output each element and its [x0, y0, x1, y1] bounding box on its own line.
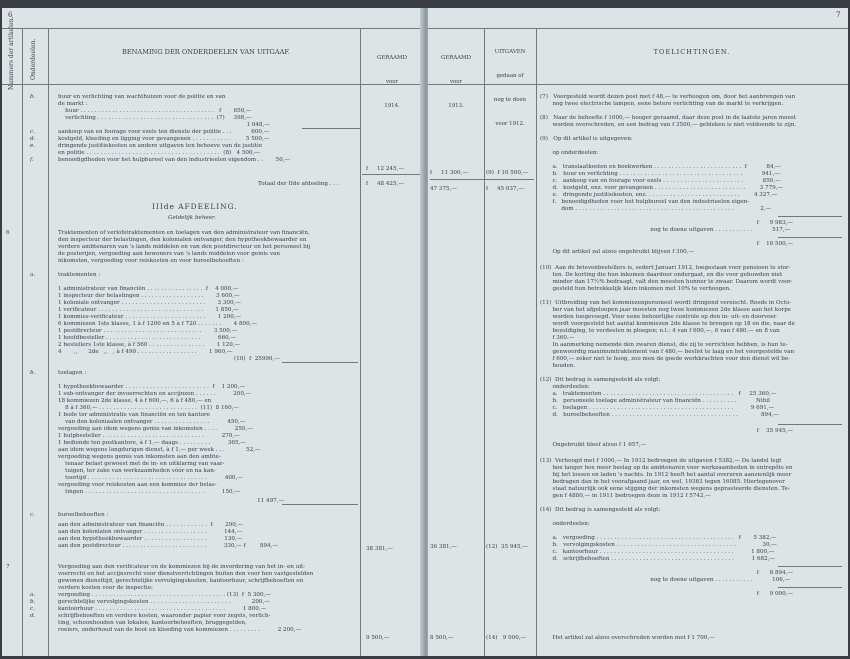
expenditure-1912-amount: (12) 35 945,— [486, 544, 528, 550]
column-header-subdivisions: Onderdeelen. [30, 38, 37, 80]
explanation-line: b. personeele toelage administrateur van financiën . . . . . . . . . . Nihil [540, 398, 770, 404]
subdivision-letter: b. [30, 370, 36, 376]
ledger-line: bureelbehoeften : [58, 512, 109, 518]
explanation-line: Ongebruikt bleef alzoo f 1 657,— [540, 442, 647, 448]
ledger-line: huur . . . . . . . . . . . . . . . . . . . . . . . . . . . . . . . . . . . . . . f 650,— [58, 108, 252, 114]
ledger-line: de posterijen, vergoeding aan bewoners van 's lands middelen voor gemis van [58, 251, 280, 257]
ledger-line: 6 kommiezen 1ste klasse, 1 à f 1200 en 5 à f 720 . . . . . . . 4 800,— [58, 321, 258, 327]
explanation-line: c. kantoorhuur . . . . . . . . . . . . . . . . . . . . . . . . . . . . . . . . . . . . . . 1 800,— [540, 549, 775, 555]
ledger-line: IIIde AFDEELING. [152, 202, 238, 211]
subdivision-letter: b. [30, 94, 36, 100]
ledger-line: verlichting . . . . . . . . . . . . . . . . . . . . . . . . . . . . . . . . . (7) 398,— [58, 115, 252, 121]
explanation-line: (12) Dit bedrag is samengesteld als volgt: [540, 377, 661, 383]
ledger-line: aan den administrateur van financiën . . . . . . . . . . . . f 290,— [58, 522, 244, 528]
right-page [428, 8, 848, 656]
explanation-line: minder dan 17½% bedraagt, valt den meesten hunner te zwaar. Daarom wordt voor- [540, 279, 793, 285]
page-number: 6 [8, 11, 13, 19]
ledger-line: den inspecteur der belastingen, den kolonialen ontvanger, den hypotheekbewaarder en [58, 237, 307, 243]
explanation-line: f 35 945,— [540, 428, 794, 434]
ledger-line: aankoop van en fourage voor ezels ten dienste der politie . . . 600,— [58, 129, 270, 135]
ledger-line: tuigen, ter zake van werkzaamheden vóór en na kan- [58, 468, 216, 474]
explanation-line: worden toegevoegd. Voor eene behoorlijke controle op den in- uit- en doorvoer [540, 314, 777, 320]
subdivision-letter: c. [30, 129, 35, 135]
ledger-line: vergoeding . . . . . . . . . . . . . . . . . . . . . . . . . . . . . . . . . . . . . . (13) f 5 300,— [58, 592, 271, 598]
explanation-line: genwoordig maximumtraktement van f 480,— beslist te laag en het voorgestelde van [540, 349, 795, 355]
ledger-line: huur en verlichting van wachthuizen voor de politie en van [58, 94, 226, 100]
column-header-estimated-1913: GERAAMD voor 1913. [441, 55, 471, 109]
explanation-line: (13) Verhoogd met f 1000,— In 1912 bedroegen de uitgaven f 5382,— De landel legt [540, 458, 782, 464]
ledger-line: 1 hulpbesteller . . . . . . . . . . . . . . . . . . . . . . . . . . . . . 270,— [58, 433, 240, 439]
ledger-line: 1 sub-ontvanger der invoerrechten en accijnzen . . . . . . 200,— [58, 391, 252, 397]
explanation-line: (7) Voorgesteld wordt dezen post met f 48,— te verhoogen om, door het aanbrengen van [540, 94, 796, 100]
ledger-line: Totaal der IIde afdeeling . . . [258, 181, 339, 187]
ledger-line: 11 497,— [58, 498, 285, 504]
page-number: 7 [836, 11, 841, 19]
ledger-line: schrijfbehoeften en verdere kosten, waaronder papier voor zegels, verlich- [58, 613, 271, 619]
subdivision-letter: b. [30, 599, 36, 605]
column-rule [484, 28, 485, 656]
subdivision-letter: c. [30, 512, 35, 518]
subdivision-letter: e. [30, 143, 36, 149]
explanation-line: gen f 4880,— in 1911 bedroegen deze in 1912 f 5742,— [540, 493, 711, 499]
subtotal-rule [778, 237, 842, 238]
column-header-estimated-1914: GERAAMD voor 1914. [377, 55, 407, 109]
expenditure-1912-amount: (14) 9 000,— [486, 635, 527, 641]
column-header-article-numbers: Nummers der artikelen. [8, 16, 15, 90]
explanation-line: f 8 894,— [540, 570, 794, 576]
column-header-expenditures-1912: UITGAVEN gedaan of nog te doen voor 1912. [493, 49, 527, 127]
ledger-line: 1 postdirecteur . . . . . . . . . . . . . . . . . . . . . . . . . . . . 3 500,— [58, 328, 238, 334]
ledger-line: toelagen : [58, 370, 87, 376]
ledger-line: voerrecht en het accijnsrecht voor dienstverrichtingen buiten den voor hen vastgestelden [58, 571, 314, 577]
ledger-line: Traktementen of verlofstraktementen en toelagen van den administrateur van financiën, [58, 230, 310, 236]
explanation-line: b. huur en verlichting . . . . . . . . . . . . . . . . . . . . . . . . . . . . . . . . . . . 941,— [540, 171, 780, 177]
subtotal-rule [778, 587, 842, 588]
ledger-line: dringende justitiekosten en andere uitgaven ten behoeve van de justitie [58, 143, 263, 149]
ledger-line: benoodigdheden voor het hulpbureel van den industrieelen eigendom . . 50,— [58, 157, 291, 163]
explanation-line: b. vervolgingskosten . . . . . . . . . . . . . . . . . . . . . . . . . . . . . . . . . . 30,— [540, 542, 777, 548]
explanation-line: nog twee electrische lampen, eene betere verlichting van de markt te verkrijgen. [540, 101, 784, 107]
explanation-line: a. translaatkosten en boekwerken . . . . . . . . . . . . . . . . . . . . . . . . . f 84,— [540, 164, 781, 170]
ledger-line: (10) f 25990,— [58, 356, 280, 362]
explanation-line: a. vergoeding . . . . . . . . . . . . . . . . . . . . . . . . . . . . . . . . . . . . . . . f 5 382,— [540, 535, 777, 541]
ledger-line: 1 048,— [58, 122, 270, 128]
expenditure-1912-amount: f 45 037,— [486, 186, 524, 192]
ledger-line: 1 koloniale ontvanger . . . . . . . . . . . . . . . . . . . . . . . . 3 300,— [58, 300, 241, 306]
explanation-line: Het artikel zal alzoo overschreden worden met f 1 700,— [540, 635, 715, 641]
explanation-line: (9) Op dit artikel is uitgegeven: [540, 136, 633, 142]
ledger-line: verdere ambtenaren van 's lands middelen en van den postdirecteur en het personeel bij [58, 244, 311, 250]
article-number: 6 [6, 230, 10, 236]
subdivision-letter: c. [30, 606, 35, 612]
ledger-line: vergoeding wegens gemis van inkomsten aan den ambte- [58, 454, 221, 460]
ledger-line: toortijd . . . . . . . . . . . . . . . . . . . . . . . . . . . . . . . . . . 400,— [58, 475, 243, 481]
header-rule-top [428, 28, 848, 29]
subtotal-rule [778, 216, 842, 217]
explanation-line: staat natuurlijk ook eene stijging der inkomsten wegens geprasteerde diensten. Te- [540, 486, 790, 492]
subtotal-rule [778, 424, 842, 425]
explanation-line: nog te doene uitgaven . . . . . . . . . . . 517,— [540, 227, 791, 233]
ledger-line: tenaar belast gewoest met de in- en uitklaring van vaar- [58, 461, 225, 467]
explanation-line: f 9 983,— [540, 220, 794, 226]
ledger-line: tingen . . . . . . . . . . . . . . . . . . . . . . . . . . . . . . . . . . 150,— [58, 489, 240, 495]
explanation-line: (11) Uitbreiding van het kommiezenpersoneel wordt dringend vereischt. Reeds in Octo- [540, 300, 792, 306]
estimate-1913-amount: 8 500,— [430, 635, 454, 641]
ledger-line: 1 hoofdbesteller . . . . . . . . . . . . . . . . . . . . . . . . . . . 660,— [58, 335, 237, 341]
ledger-line: 1 hypotheekbewaarder . . . . . . . . . . . . . . . . . . . . . . . . f 1 200,— [58, 384, 245, 390]
explanation-line: a. traktementen . . . . . . . . . . . . . . . . . . . . . . . . . . . . . . . . . . . . . f 25 360,— [540, 391, 777, 397]
column-header-description: BENAMING DER ONDERDEELEN VAN UITGAAF. [122, 48, 290, 56]
estimate-amount: 38 381,— [366, 546, 393, 552]
ledger-line: kantoorhuur . . . . . . . . . . . . . . . . . . . . . . . . . . . . . . . . . . . . . 1 800,— [58, 606, 267, 612]
ledger-line: 4 ,, 2de ,, , à f 490 . . . . . . . . . . . . . . . . . 1 960,— [58, 349, 233, 355]
ledger-line: verdere kosten voor de inspectie: [58, 585, 153, 591]
ledger-line: 18 kommiezen 2de klasse, 4 à f 600,—, 6 à f 480,— en [58, 398, 212, 404]
explanation-line: (14) Dit bedrag is samengesteld als volgt: [540, 507, 661, 513]
explanation-line: c. aankoop van en fourage voor ezels . . . . . . . . . . . . . . . . . . . . . . . 850,— [540, 178, 781, 184]
ledger-line: aan den kolonialen ontvanger . . . . . . . . . . . . . . . . . . 144,— [58, 529, 243, 535]
left-page [2, 8, 424, 656]
column-rule [22, 28, 23, 656]
ledger-line: roeiers, onderhoud van de boot en kleeding van kommiezen . . . . . . . . . 2 200,— [58, 627, 302, 633]
subtotal-rule [302, 128, 360, 129]
explanation-line: (10) Aan de brievenbestellers is, sedert Januari 1912, toegestaan voor pensioen te stor- [540, 265, 791, 271]
explanation-line: op onderdeelen: [540, 150, 599, 156]
ledger-line: Geldelijk beheer. [168, 215, 216, 221]
estimate-1913-amount: f 11 300,— [430, 170, 468, 176]
explanation-line: f 9 000,— [540, 591, 794, 597]
explanation-line: In aanmerking nemende den zwaren dienst, die zij te verrichten hebben, is hun te- [540, 342, 788, 348]
explanation-line: f 600,— zeker niet te hoog, zoo men de goede werkkrachten voor den dienst wil be- [540, 356, 791, 362]
ledger-line: 8 à f 360,— . . . . . . . . . . . . . . . . . . . . . . . . . . . . (11) 8 160,— [58, 405, 240, 411]
explanation-line: d. bureelbehoeften . . . . . . . . . . . . . . . . . . . . . . . . . . . . . . . . . . . . 894,— [540, 412, 779, 418]
explanation-line: d. schrijfbehoeften . . . . . . . . . . . . . . . . . . . . . . . . . . . . . . . . . . . 1 682,— [540, 556, 776, 562]
ledger-line: traktementen : [58, 272, 101, 278]
subdivision-letter: f. [30, 157, 34, 163]
column-rule [48, 28, 49, 656]
explanation-line: houden. [540, 363, 576, 369]
subdivision-letter: a. [30, 592, 36, 598]
explanation-line: c. toelagen . . . . . . . . . . . . . . . . . . . . . . . . . . . . . . . . . . . . . . . . . 9 691,— [540, 405, 775, 411]
header-rule-bottom [428, 84, 848, 85]
ledger-line: de markt : [58, 101, 88, 107]
explanation-line: f. benoodigdheden voor het hulpbureel van den industrieelen eigen- [540, 199, 750, 205]
ledger-line: Vergoeding aan den verificateur en de kommiezen bij de invordering van het in- en uit- [58, 564, 306, 570]
ledger-line: ting, schoonhouden van lokalen, kantoorbehoeften, bruggegelden, [58, 620, 247, 626]
explanation-line: bij het lossen en laden 's nachts. In 1912 heeft het aantal overuren aanzienlijk meer [540, 472, 792, 478]
ledger-line: 1 verificateur . . . . . . . . . . . . . . . . . . . . . . . . . . . . . . 1 850,— [58, 307, 239, 313]
explanation-line: ber van het afgeloopen jaar moesten nog twee kommiezen 2de klasse aan het korps [540, 307, 791, 313]
ledger-line: aan den hypotheekbewaarder . . . . . . . . . . . . . . . . . . 130,— [58, 536, 243, 542]
ledger-line: en politie . . . . . . . . . . . . . . . . . . . . . . . . . . . . . . . . . . . . . . (8) 4 500,— [58, 150, 260, 156]
subdivision-letter: d. [30, 613, 36, 619]
explanation-line: onderdeelen: [540, 521, 590, 527]
explanation-line: Op dit artikel zal alzoo ongebruikt blijven f 300,— [540, 249, 695, 255]
subdivision-letter: a. [30, 272, 36, 278]
ledger-line: gewonen diensttijd, gerechtelijke vervolgingskosten, kantoorhuur, schrijfbehoeften en [58, 578, 304, 584]
ledger-line: inkomsten, vergoeding voor reiskosten en voor bureelbehoeften : [58, 258, 244, 264]
ledger-line: 2 bestellers 1ste klasse, à f 560 . . . . . . . . . . . . . . . . 1 120,— [58, 342, 241, 348]
ledger-line: 1 administrateur van financiën . . . . . . . . . . . . . . . . f 4 000,— [58, 286, 239, 292]
total-rule [430, 179, 534, 180]
subtotal-rule [282, 362, 358, 363]
ledger-line: 1 bode ter administratie van financiën en ten kantore [58, 412, 210, 418]
column-rule [360, 28, 361, 656]
estimate-amount: f 12 245,— [366, 166, 404, 172]
total-rule [362, 174, 420, 175]
subdivision-letter: d. [30, 136, 36, 142]
explanation-line: e. dringende justitiekosten, enz. . . . . . . . . . . . . . . . . . . . . . . . . . . 4 327,— [540, 192, 778, 198]
ledger-line: 1 bediende ten postkantore, à f 1,— daags . . . . . . . . . 365,— [58, 440, 246, 446]
explanation-line: d. kostgeld, enz. voor gevangenen . . . . . . . . . . . . . . . . . . . . . . . . . . 3 779,— [540, 185, 784, 191]
ledger-line: vergoeding voor reiskosten aan een kommies der belas- [58, 482, 217, 488]
column-header-explanations: TOELICHTINGEN. [653, 48, 731, 56]
ledger-line: aan idem wegens langdurigen dienst, à f 1,— per week . . . 52,— [58, 447, 261, 453]
explanation-line: f 360.— [540, 335, 575, 341]
explanation-line: dom . . . . . . . . . . . . . . . . . . . . . . . . . . . . . . . . . . . . . . . . . . . . . 2,— [540, 206, 772, 212]
ledger-line: gerechtelijke vervolgingskosten . . . . . . . . . . . . . . . . . . . . . . . 200,— [58, 599, 270, 605]
explanation-line: bezoldiging, te verdeelen in ploegen; n.l.: 4 van f 600,—, 6 van f 480,— en 8 van [540, 328, 780, 334]
subtotal-rule [282, 504, 358, 505]
ledger-line: aan den postdirecteur . . . . . . . . . . . . . . . . . . . . . . . . 330,— f 894,— [58, 543, 279, 549]
ledger-line: 1 inspecteur der belastingen . . . . . . . . . . . . . . . . . . 3 600,— [58, 293, 240, 299]
explanation-line: nog te doene uitgaven . . . . . . . . . . . 106,— [540, 577, 791, 583]
estimate-amount: f 48 425,— [366, 181, 404, 187]
ledger-line: kostgeld, kleeding en ligging voor gevangenen . . . . . . . . . . . 5 500,— [58, 136, 270, 142]
explanation-line: onderdeelen: [540, 384, 590, 390]
explanation-line: wordt voorgesteld het aantal kommiezen 2de klasse te brengen op 18 en die, naar de [540, 321, 795, 327]
explanation-line: (8) Naar de behoefte f 1000,— hooger geraamd, daar deze post in de laatste jaren moest [540, 115, 796, 121]
estimate-1913-amount: 47 375,— [430, 186, 457, 192]
ledger-line: 1 kommies-verificateur . . . . . . . . . . . . . . . . . . . . . . . 1 200,— [58, 314, 242, 320]
article-number: 7 [6, 564, 10, 570]
explanation-line: hoe langer hoe meer beslag op de ambtenaren voor werkzaamheden in entrepôts en [540, 465, 793, 471]
ledger-line: vergoeding aan idem wegens gemis van inkomsten . . . . 250,— [58, 426, 253, 432]
explanation-line: worden overschreden, en een bedrag van f 3500,— gebleken is niet voldoende te zijn. [540, 122, 797, 128]
subtotal-rule [778, 566, 842, 567]
explanation-line: f 10 500,— [540, 241, 794, 247]
explanation-line: bedragen dan in het voorafgaand jaar, en wel, 19363 tegen 16085. Hiertegenover [540, 479, 785, 485]
column-rule [536, 28, 537, 656]
explanation-line: gesteld hun betrekkelijk klein inkomen met 10% te verhoogen. [540, 286, 731, 292]
ledger-line: van den koloniaalen ontvanger . . . . . . . . . . . . . . . . 450,— [58, 419, 246, 425]
expenditure-1912-amount: (9) f 10 500,— [486, 170, 529, 176]
estimate-1913-amount: 36 381,— [430, 544, 457, 550]
explanation-line: ten. De korting die hun inkomen daardoor ondergaat, en die voor gehuwden niet [540, 272, 783, 278]
estimate-amount: 9 500,— [366, 635, 390, 641]
